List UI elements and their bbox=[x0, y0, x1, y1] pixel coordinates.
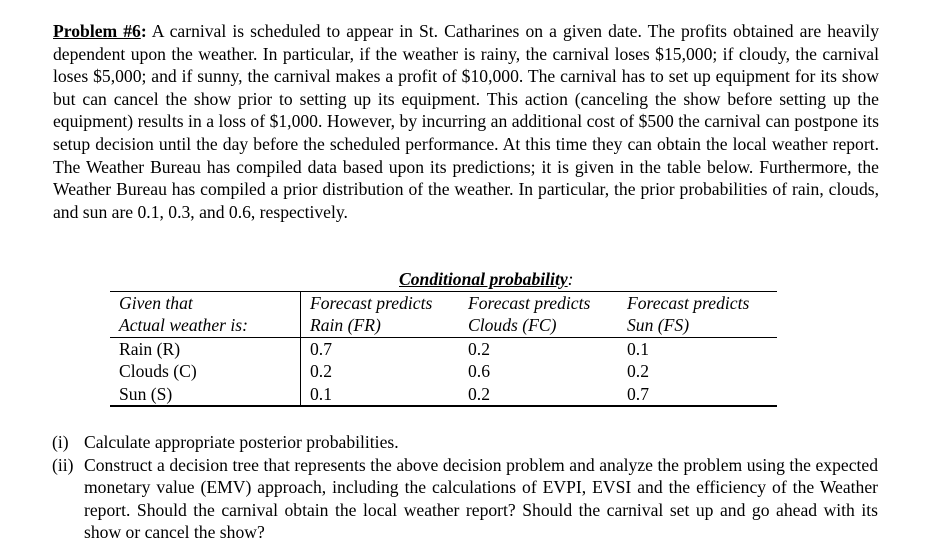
header-forecast-clouds bbox=[459, 292, 618, 337]
row-label: Rain (R) bbox=[119, 338, 181, 359]
table-cell: 0.6 bbox=[468, 361, 490, 382]
header-given-that bbox=[110, 292, 300, 337]
question-number: (i) bbox=[52, 432, 69, 452]
table-cell: 0.7 bbox=[300, 338, 459, 360]
question-item bbox=[52, 454, 878, 544]
row-label: Clouds (C) bbox=[119, 361, 197, 382]
problem-statement bbox=[53, 20, 879, 223]
table-cell: 0.1 bbox=[300, 383, 459, 405]
question-text: Construct a decision tree that represents the above decision problem and analyze the problem using the expected monetary value (EMV) approach, including the calculations of EVPI, EVSI and the efficiency of the Weather report. Should the carnival obtain the local weather report? Should the carnival set up and go ahead with its show or cancel the show? bbox=[84, 454, 878, 543]
table-title-text: Conditional probability bbox=[399, 269, 568, 289]
table-title-colon: : bbox=[567, 269, 574, 289]
question-text: Calculate appropriate posterior probabilities. bbox=[84, 432, 399, 452]
header-line: Actual weather is: bbox=[119, 315, 248, 336]
header-forecast-rain bbox=[300, 292, 459, 337]
header-line: Clouds (FC) bbox=[468, 315, 557, 336]
table-cell: 0.2 bbox=[627, 361, 649, 382]
table-cell: 0.7 bbox=[627, 383, 649, 404]
table-header-row bbox=[110, 292, 777, 338]
header-forecast-sun bbox=[618, 292, 777, 337]
conditional-probability-table bbox=[110, 291, 777, 407]
header-line: Forecast predicts bbox=[627, 293, 750, 313]
problem-label-colon: : bbox=[140, 21, 147, 41]
table-cell: 0.2 bbox=[468, 338, 490, 359]
table-row-rain bbox=[110, 338, 777, 360]
table-cell: 0.2 bbox=[300, 360, 459, 382]
table-row-clouds bbox=[110, 360, 777, 382]
question-list bbox=[52, 431, 878, 544]
question-number: (ii) bbox=[52, 454, 74, 475]
row-label: Sun (S) bbox=[119, 383, 173, 404]
header-line: Rain (FR) bbox=[310, 315, 381, 336]
table-cell: 0.2 bbox=[468, 383, 490, 404]
problem-label: Problem #6 bbox=[53, 21, 141, 41]
header-line: Given that bbox=[119, 293, 193, 313]
table-title bbox=[399, 268, 574, 290]
header-line: Forecast predicts bbox=[468, 293, 591, 313]
question-item bbox=[52, 431, 878, 454]
table-cell: 0.1 bbox=[627, 338, 649, 359]
header-line: Forecast predicts bbox=[310, 293, 433, 313]
header-line: Sun (FS) bbox=[627, 315, 690, 336]
problem-text: A carnival is scheduled to appear in St. Catharines on a given date. The profits obtained are heavily dependent upon the weather. In particular, if the weather is rainy, the carnival loses $15,000; if cloudy, the carnival loses $5,000; and if sunny, the carnival makes a profit of $10,000. The carnival has to set up equipment for its show but can cancel the show prior to setting up its equipment. This action (canceling the show before setting up the equipment) results in a loss of $1,000. However, by incurring an additional cost of $500 the carnival can postpone its setup decision until the day before the scheduled performance. At this time they can obtain the local weather report. The Weather Bureau has compiled data based upon its predictions; it is given in the table below. Furthermore, the Weather Bureau has compiled a prior distribution of the weather. In particular, the prior probabilities of rain, clouds, and sun are 0.1, 0.3, and 0.6, respectively. bbox=[53, 21, 879, 222]
table-row-sun bbox=[110, 383, 777, 405]
